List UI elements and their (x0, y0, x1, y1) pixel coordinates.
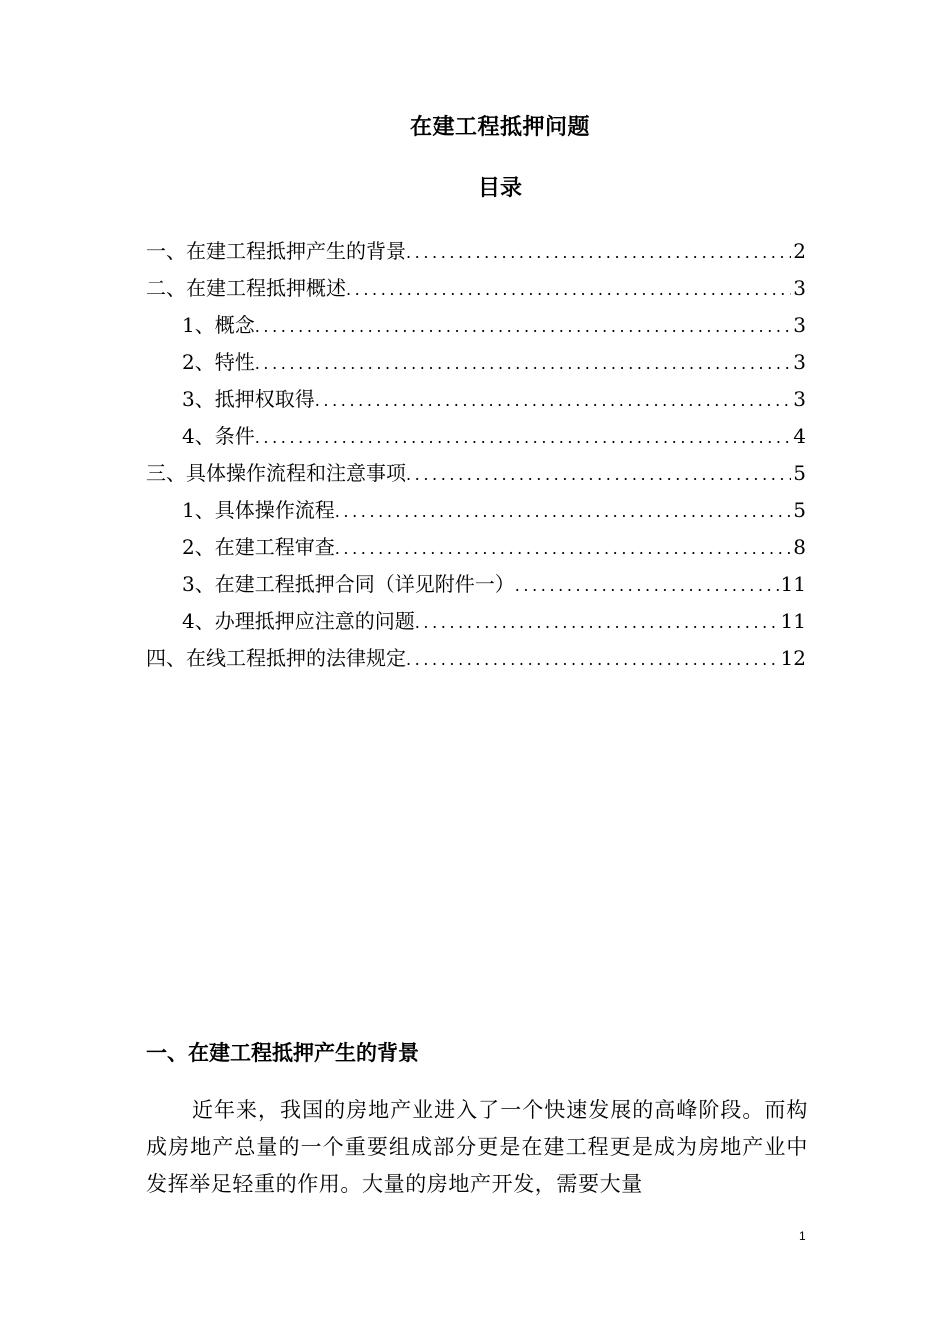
table-of-contents (146, 233, 806, 677)
toc-entry-label: 1、具体操作流程 (182, 498, 335, 522)
toc-entry-page: 4 (793, 424, 806, 448)
toc-entry-page: 3 (793, 313, 806, 337)
toc-entry[interactable] (146, 307, 806, 344)
toc-entry[interactable] (146, 270, 806, 307)
body-paragraph: 近年来，我国的房地产业进入了一个快速发展的高峰阶段。而构成房地产总量的一个重要组成部分更是在建工程更是成为房地产业中发挥举足轻重的作用。大量的房地产开发，需要大量 (146, 1098, 808, 1196)
toc-leader-dots (335, 493, 792, 530)
toc-entry-label: 二、在建工程抵押概述 (146, 276, 346, 300)
toc-entry-page: 11 (780, 609, 806, 633)
toc-entry[interactable] (146, 233, 806, 270)
toc-leader-dots (255, 345, 792, 382)
section-heading: 一、在建工程抵押产生的背景 (146, 1041, 419, 1065)
toc-entry-page: 5 (793, 498, 806, 522)
toc-leader-dots (406, 456, 791, 493)
toc-entry-page: 8 (793, 535, 806, 559)
toc-entry[interactable] (146, 529, 806, 566)
toc-entry-label: 3、抵押权取得 (182, 387, 315, 411)
toc-entry-page: 11 (780, 572, 806, 596)
toc-entry-page: 2 (793, 239, 806, 263)
toc-entry-label: 4、办理抵押应注意的问题 (182, 609, 415, 633)
toc-leader-dots (346, 271, 791, 308)
toc-leader-dots (406, 234, 791, 271)
toc-entry-label: 三、具体操作流程和注意事项 (146, 461, 406, 485)
toc-entry-label: 1、概念 (182, 313, 255, 337)
toc-entry[interactable] (146, 566, 806, 603)
toc-entry-label: 一、在建工程抵押产生的背景 (146, 239, 406, 263)
toc-entry[interactable] (146, 381, 806, 418)
toc-leader-dots (315, 382, 792, 419)
toc-entry-page: 12 (780, 646, 806, 670)
toc-entry[interactable] (146, 344, 806, 381)
toc-leader-dots (255, 308, 792, 345)
toc-entry-label: 3、在建工程抵押合同（详见附件一） (182, 572, 515, 596)
toc-entry[interactable] (146, 603, 806, 640)
toc-entry[interactable] (146, 640, 806, 677)
toc-entry[interactable] (146, 418, 806, 455)
toc-entry-page: 5 (793, 461, 806, 485)
toc-leader-dots (335, 530, 792, 567)
toc-leader-dots (415, 604, 779, 641)
toc-leader-dots (515, 567, 779, 604)
toc-entry-label: 四、在线工程抵押的法律规定 (146, 646, 406, 670)
toc-heading: 目录 (477, 176, 522, 201)
toc-entry[interactable] (146, 455, 806, 492)
toc-entry-label: 4、条件 (182, 424, 255, 448)
toc-leader-dots (255, 419, 792, 456)
toc-entry-page: 3 (793, 387, 806, 411)
toc-entry-label: 2、在建工程审查 (182, 535, 335, 559)
page-number: 1 (799, 1229, 806, 1243)
document-title: 在建工程抵押问题 (409, 115, 590, 140)
toc-entry-page: 3 (793, 276, 806, 300)
toc-entry[interactable] (146, 492, 806, 529)
toc-entry-page: 3 (793, 350, 806, 374)
toc-entry-label: 2、特性 (182, 350, 255, 374)
toc-leader-dots (406, 641, 779, 678)
